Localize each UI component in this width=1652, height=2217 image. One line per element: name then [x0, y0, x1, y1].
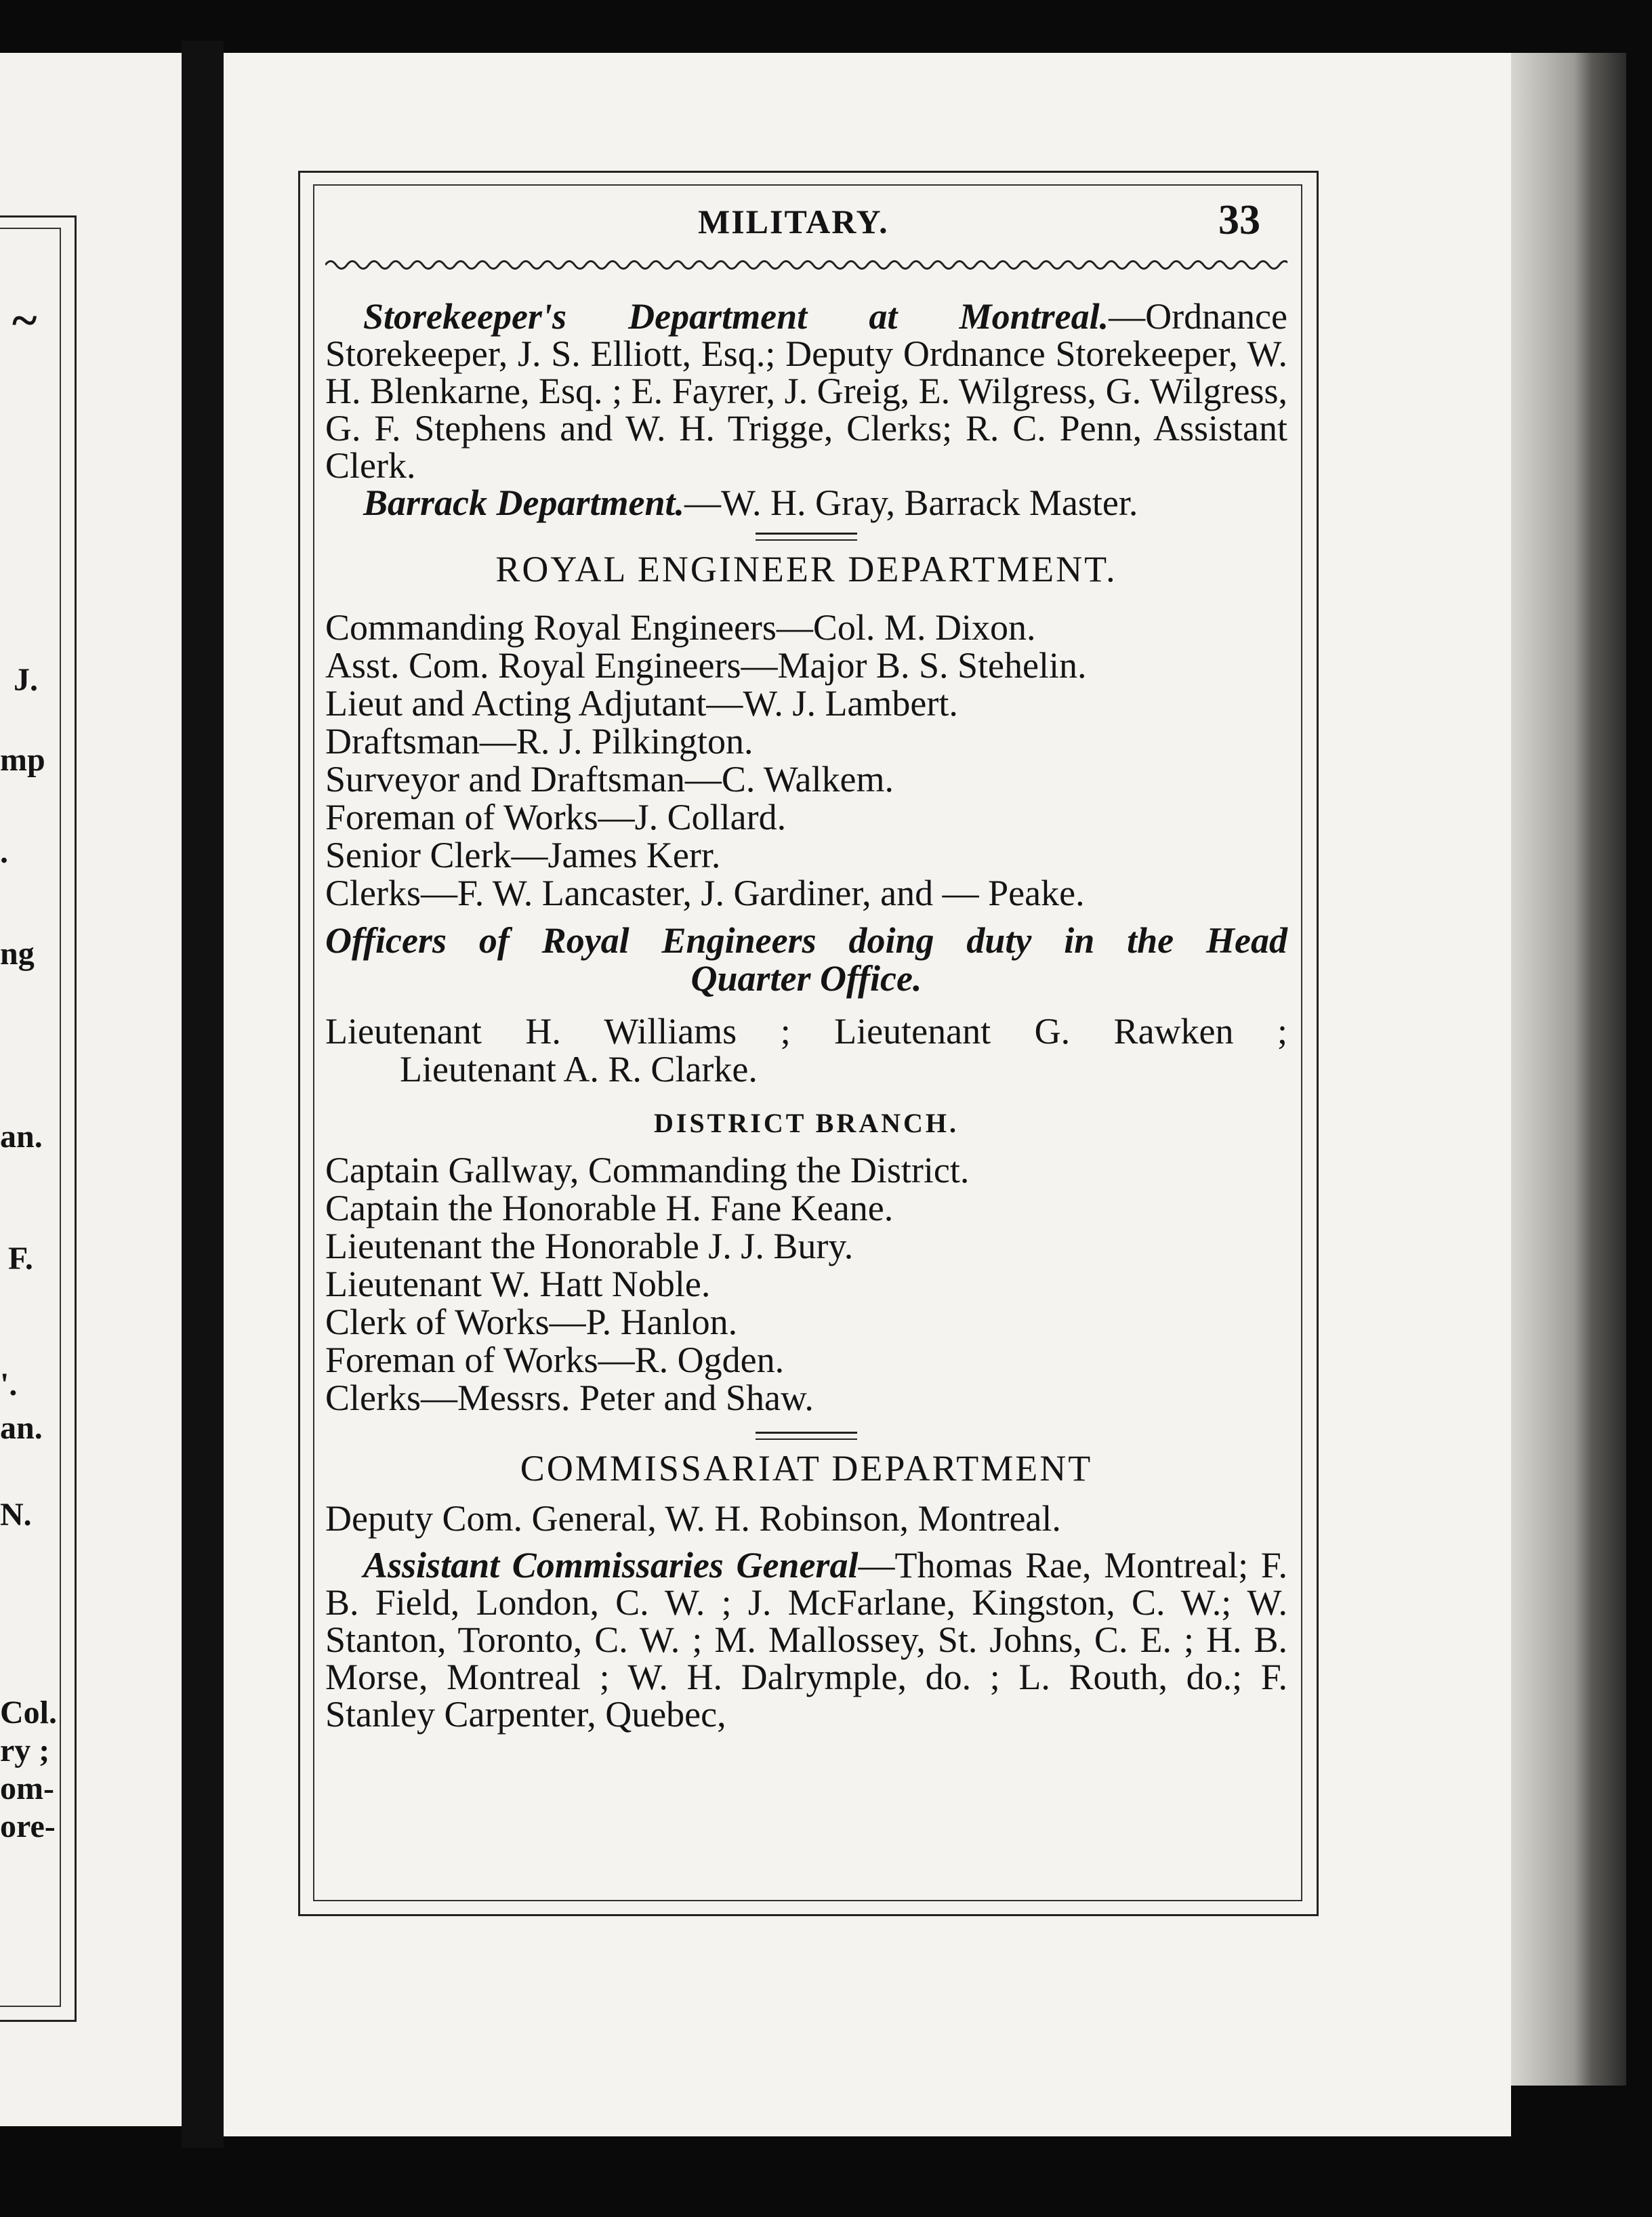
running-title: MILITARY.: [698, 203, 889, 241]
left-fragment: ng: [0, 936, 35, 972]
left-fragment: mp: [0, 742, 45, 778]
left-fragment: an.: [0, 1410, 43, 1446]
wavy-rule: [325, 256, 1287, 274]
list-item: Captain the Honorable H. Fane Keane.: [325, 1188, 894, 1228]
list-item: Lieut and Acting Adjutant—W. J. Lambert.: [325, 683, 958, 724]
left-fragment: an.: [0, 1119, 43, 1155]
lieutenants-line-1: Lieutenant H. Williams ; Lieutenant G. Rawken ;: [325, 1011, 1287, 1052]
list-item: Foreman of Works—R. Ogden.: [325, 1340, 785, 1380]
list-item: Commanding Royal Engineers—Col. M. Dixon.: [325, 607, 1036, 648]
district-branch-heading: DISTRICT BRANCH.: [653, 1108, 959, 1138]
list-item: Clerks—F. W. Lancaster, J. Gardiner, and — Peake.: [325, 873, 1085, 913]
left-fragment: J.: [14, 662, 38, 698]
page-number: 33: [1218, 197, 1260, 243]
officers-note: [325, 921, 1287, 997]
lieutenants-line-2: Lieutenant A. R. Clarke.: [400, 1049, 758, 1090]
officers-line-2: Quarter Office.: [690, 958, 922, 999]
list-item: Clerks—Messrs. Peter and Shaw.: [325, 1377, 814, 1418]
assistants-title: Assistant Commissaries General: [363, 1545, 859, 1586]
officers-line-1: Officers of Royal Engineers doing duty in the Head: [325, 920, 1287, 961]
left-fragment: '.: [0, 1367, 18, 1403]
running-head: [325, 196, 1287, 252]
storekeeper-paragraph: [325, 298, 1287, 484]
assistants-text: —Thomas Rae, Montreal; F. B. Field, London, C. W. ; J. McFarlane, Kingston, C. W.; W. Stanton, Toronto, C. W. ; M. Mallossey, St. Johns, C. E. ; H. B. Morse, Montreal ; W. H. Dalrymple, do. ; L. Routh, do.; F. Stanley Carpenter, Quebec,: [325, 1545, 1287, 1735]
left-fragment: F.: [8, 1241, 33, 1277]
royal-engineer-heading: ROYAL ENGINEER DEPARTMENT.: [495, 549, 1117, 589]
left-fragment: N.: [0, 1497, 32, 1533]
section-rule: [756, 533, 857, 541]
left-fragment: om-: [0, 1770, 54, 1806]
lieutenants-block: [325, 1012, 1287, 1088]
barrack-text: —W. H. Gray, Barrack Master.: [684, 482, 1138, 523]
list-item: Surveyor and Draftsman—C. Walkem.: [325, 759, 894, 800]
book-gutter: [182, 41, 224, 2148]
section-rule: [756, 1432, 857, 1440]
list-item: Clerk of Works—P. Hanlon.: [325, 1302, 738, 1342]
list-item: Captain Gallway, Commanding the District.: [325, 1150, 970, 1190]
commissariat-deputy-block: [325, 1499, 1287, 1537]
commissariat-deputy: Deputy Com. General, W. H. Robinson, Montreal.: [325, 1498, 1061, 1539]
list-item: Foreman of Works—J. Collard.: [325, 797, 787, 837]
storekeeper-text: —Ordnance Storekeeper, J. S. Elliott, Esq.; Deputy Ordnance Storekeeper, W. H. Blenkarne, Esq. ; E. Fayrer, J. Greig, E. Wilgress, G. Wilgress, G. F. Stephens and W. H. Trigge, Clerks; R. C. Penn, Assistant Clerk.: [325, 296, 1287, 486]
list-item: Senior Clerk—James Kerr.: [325, 835, 721, 875]
barrack-title: Barrack Department.: [363, 482, 685, 523]
left-fragment: .: [0, 834, 8, 870]
page-edge: [1511, 53, 1626, 2086]
list-item: Lieutenant the Honorable J. J. Bury.: [325, 1226, 854, 1266]
left-fragment: ~: [12, 295, 37, 347]
list-item: Draftsman—R. J. Pilkington.: [325, 721, 753, 762]
left-fragment: Col.: [0, 1695, 57, 1731]
storekeeper-title: Storekeeper's Department at Montreal.: [363, 296, 1109, 337]
commissariat-heading: COMMISSARIAT DEPARTMENT: [520, 1448, 1093, 1489]
assistants-paragraph: [325, 1547, 1287, 1733]
royal-engineer-list: [325, 608, 1287, 912]
left-fragment: ry ;: [0, 1733, 50, 1768]
page-content: [325, 196, 1287, 1733]
left-fragment: ore-: [0, 1808, 56, 1844]
list-item: Lieutenant W. Hatt Noble.: [325, 1264, 711, 1304]
barrack-paragraph: [325, 484, 1287, 522]
left-page: [0, 53, 182, 2126]
list-item: Asst. Com. Royal Engineers—Major B. S. Stehelin.: [325, 645, 1087, 686]
district-branch-list: [325, 1151, 1287, 1417]
